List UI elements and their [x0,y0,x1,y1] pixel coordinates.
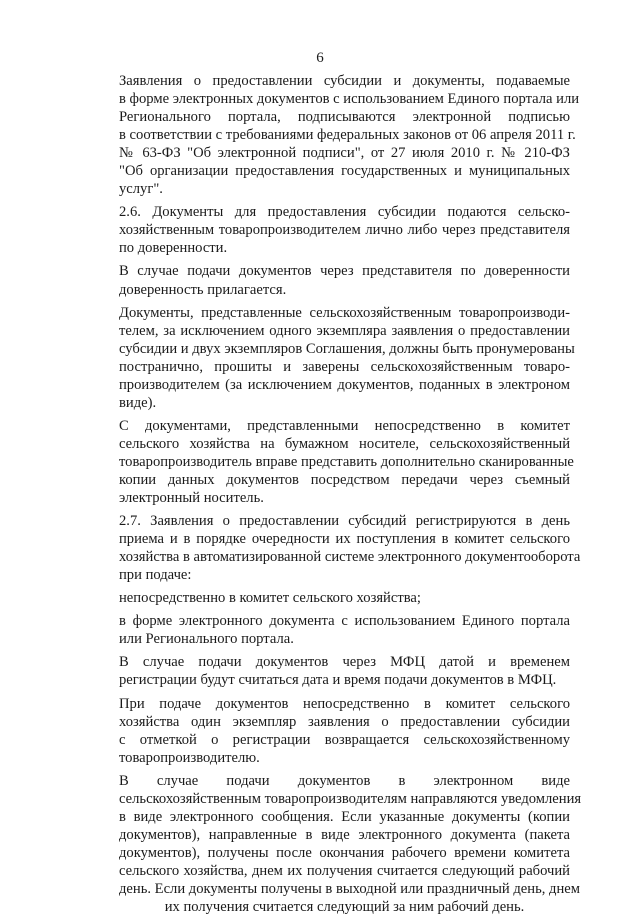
text-line: электронный носитель. [119,490,264,507]
paragraph-mfc-submission [110,653,570,689]
paragraph-scanned-copies [110,417,574,507]
paragraph-documents-numbering [110,304,575,412]
paragraph-2-6 [110,203,570,257]
text-line: приема и в порядке очередности их поступления в комитет сельского [119,531,570,548]
text-line: непосредственно в комитет сельского хозяйства; [119,590,421,607]
page-number: 6 [316,50,324,66]
text-line: сельского хозяйства, днем их получения считается следующий рабочий [119,862,570,879]
text-line: субсидии и двух экземпляров Соглашения, должны быть пронумерованы [119,340,575,357]
text-line: производителем (за исключением документов, поданных в электроном [119,376,570,393]
text-line: или Регионального портала. [119,631,294,648]
text-line: сельскохозяйственным товаропроизводителям направляются уведомления [119,790,582,807]
text-line: в соответствии с требованиями федеральных законов от 06 апреля 2011 г. [119,127,576,144]
paragraph-registration-mark [110,695,570,767]
text-line: В случае подачи документов в электронном виде [119,772,570,789]
text-line: В случае подачи документов через представителя по доверенности [119,263,570,280]
text-line: В случае подачи документов через МФЦ датой и временем [119,654,570,671]
text-line: хозяйственным товаропроизводителем лично либо через представителя [119,222,570,239]
text-line: доверенность прилагается. [119,281,287,298]
text-line: телем, за исключением одного экземпляра заявления о предоставлении [119,322,570,339]
paragraph-2-7 [110,512,581,584]
text-line: при подаче: [119,567,192,584]
text-line: в виде электронного сообщения. Если указанные документы (копии [119,808,570,825]
text-line: регистрации будут считаться дата и время подачи документов в МФЦ. [119,672,557,689]
text-line: в форме электронного документа с использованием Единого портала [119,613,570,630]
text-line: в форме электронных документов с использованием Единого портала или [119,91,580,108]
text-line: № 63-ФЗ "Об электронной подписи", от 27 июля 2010 г. № 210-ФЗ [119,145,570,162]
text-line: виде). [119,394,157,411]
text-line: день. Если документы получены в выходной или праздничный день, днем [119,880,580,897]
document-body [110,72,582,916]
text-line: 2.6. Документы для предоставления субсидии подаются сельско- [119,204,570,221]
text-line: с отметкой о регистрации возвращается сельскохозяйственному [119,731,570,748]
text-line: их получения считается следующий за ним рабочий день. [164,899,525,916]
text-line: товаропроизводителю. [119,749,260,766]
text-line: услуг". [119,181,163,198]
text-line: 2.7. Заявления о предоставлении субсидий регистрируются в день [119,513,570,530]
text-line: документов), получены после окончания рабочего времени комитета [119,844,570,861]
paragraph-signature-requirements [110,72,580,198]
paragraph-electronic-notifications [110,772,582,916]
text-line: по доверенности. [119,240,228,257]
text-line: товаропроизводитель вправе представить дополнительно сканированные [119,453,574,470]
text-line: хозяйства в автоматизированной системе электронного документооборота [119,549,581,566]
text-line: хозяйства один экземпляр заявления о предоставлении субсидии [119,713,570,730]
paragraph-power-of-attorney [110,262,570,298]
text-line: С документами, представленными непосредственно в комитет [119,417,570,434]
text-line: документов), направленные в виде электронного документа (пакета [119,826,570,843]
text-line: Документы, представленные сельскохозяйственным товаропроизводи- [119,304,570,321]
text-line: сельского хозяйства на бумажном носителе, сельскохозяйственный [119,435,570,452]
paragraph-direct-submission [110,589,570,607]
text-line: "Об организации предоставления государственных и муниципальных [119,163,570,180]
text-line: копии данных документов посредством передачи через съемный [119,471,570,488]
paragraph-electronic-submission [110,612,570,648]
text-line: Заявления о предоставлении субсидии и документы, подаваемые [119,73,570,89]
text-line: Регионального портала, подписываются электронной подписью [119,109,570,126]
text-line: постранично, прошиты и заверены сельскохозяйственным товаро- [119,358,570,375]
text-line: При подаче документов непосредственно в комитет сельского [119,695,570,712]
